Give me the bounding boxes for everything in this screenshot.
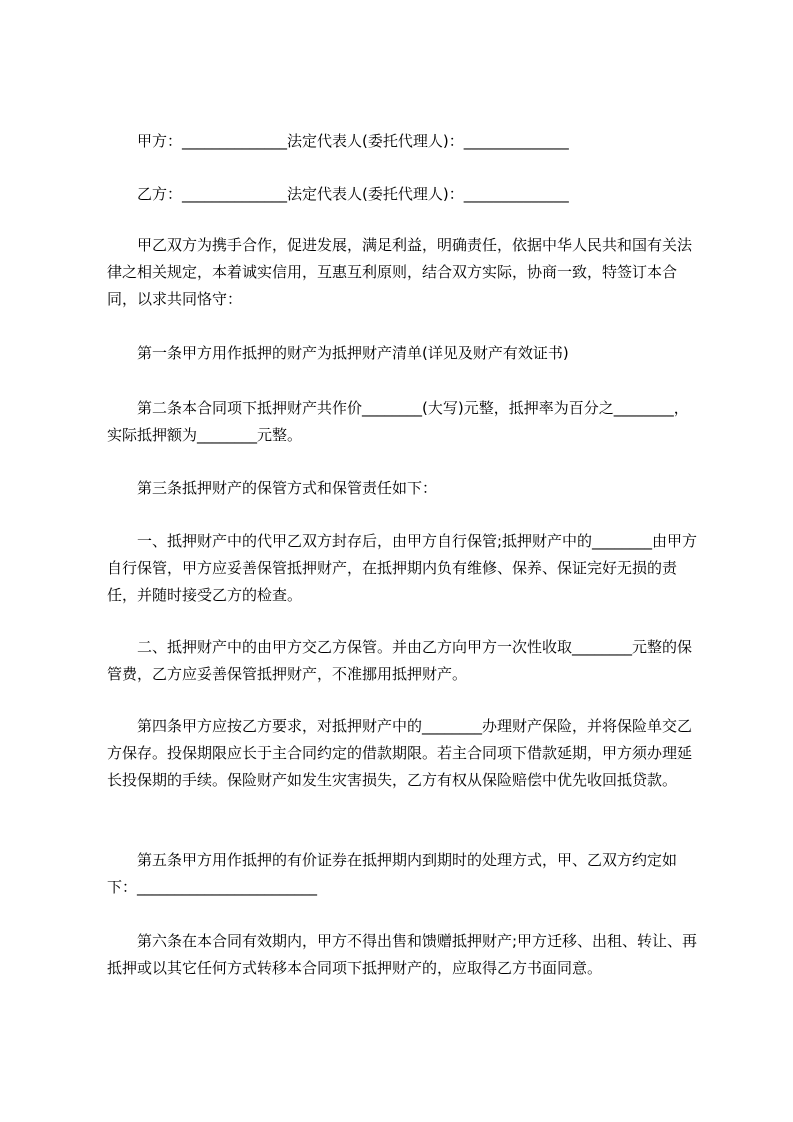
article-2-paragraph: 第二条本合同项下抵押财产共作价________(大写)元整，抵押率为百分之________，实际抵押额为________元整。: [107, 399, 689, 444]
article-3-clause-1-paragraph: 一、抵押财产中的代甲乙双方封存后，由甲方自行保管;抵押财产中的________由甲方自行保管，甲方应妥善保管抵押财产，在抵押期内负有维修、保养、保证完好无损的责任，并随时接受乙方的检查。: [107, 532, 698, 604]
party-b-line: 乙方：______________法定代表人(委托代理人)：______________: [107, 185, 569, 203]
article-3-clause-2-paragraph: 二、抵押财产中的由甲方交乙方保管。并由乙方向甲方一次性收取________元整的保管费，乙方应妥善保管抵押财产，不准挪用抵押财产。: [107, 638, 693, 683]
article-3-paragraph: 第三条抵押财产的保管方式和保管责任如下：: [107, 479, 438, 497]
article-6-paragraph: 第六条在本合同有效期内，甲方不得出售和馈赠抵押财产;甲方迁移、出租、转让、再抵押或以其它任何方式转移本合同项下抵押财产的，应取得乙方书面同意。: [107, 932, 698, 977]
party-a-line: 甲方：______________法定代表人(委托代理人)：______________: [107, 132, 569, 150]
article-5-paragraph: 第五条甲方用作抵押的有价证券在抵押期内到期时的处理方式，甲、乙双方约定如下：________________________: [107, 851, 678, 896]
preamble-paragraph: 甲乙双方为携手合作，促进发展，满足利益，明确责任，依据中华人民共和国有关法律之相关规定，本着诚实信用，互惠互利原则，结合双方实际，协商一致，特签订本合同，以求共同恪守：: [107, 236, 693, 308]
article-4-paragraph: 第四条甲方应按乙方要求，对抵押财产中的________办理财产保险，并将保险单交乙方保存。投保期限应长于主合同约定的借款期限。若主合同项下借款延期，甲方须办理延长投保期的手续。保险财产如发生灾害损失，乙方有权从保险赔偿中优先收回抵贷款。: [107, 717, 693, 789]
article-1-paragraph: 第一条甲方用作抵押的财产为抵押财产清单(详见及财产有效证书): [107, 344, 569, 362]
